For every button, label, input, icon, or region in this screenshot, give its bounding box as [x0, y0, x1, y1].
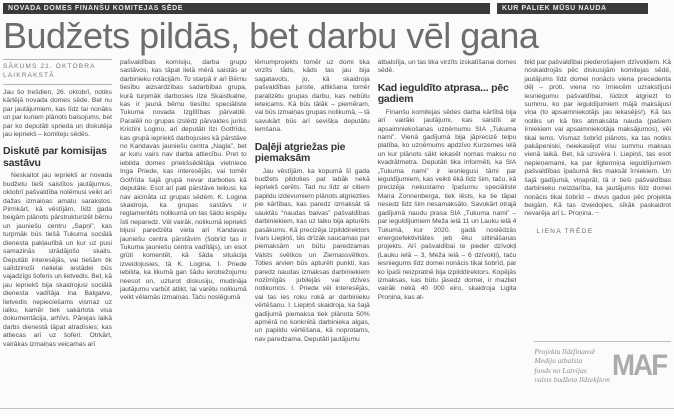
page-bottom-rule: [0, 408, 674, 409]
paragraph: Finanšu komitejas sēdes darba kārtībā bija arī vairāki jautājumi, kas saistīti ar apsaimniekošanas uzņēmumu SIA „Tukuma nami”. Vienā gadījumā bija jāprecizē telpu platība, ko uzņēmums apdzīvo Kurzemes ielā un kur plānots sākt iekasēt nomas maksu no kvadrātmetra. Deputāti tika informēti, ka SIA „Tukuma nami” ir iesniegusi tāmi par ieguldījumiem, kas veikti ēkā līdz šim, taču, kā precizēja nekustamo īpašumu speciāliste Maira Zonnenberga, tiek lēsts, ka tie tāpat nesedz līdz šim nesamaksāto. Savukārt otrajā gadījumā naudu prasa SIA „Tukuma nami” – par ieguldījumiem Meža ielā 11 un Lauku ielā 4 Tukumā, kur 2020. gadā noslēdzās energoefektivitātes jeb ēku siltināšanas projekts. Arī pašvaldībai te pieder dzīvokļi (Lauku ielā – 3, Meža ielā – 6 dzīvokļi), taču iesniegums līdz domei nonācis tikai šobrīd, par ko īpaši neizpratnē bija izpilddirektors. Kopējās izmaksas, kas būtu jāsedz domei, ir mazliet vairāk nekā 40 000 eiro, skaidroja Ligita Proņina, kas at-: [377, 108, 517, 301]
byline: LIENA TRĒDE: [536, 227, 594, 235]
banner-gap: [490, 3, 497, 14]
article-column-3: [255, 59, 370, 389]
series-note: [3, 59, 112, 85]
funding-credit-text: [534, 347, 610, 385]
headline: Budžets pildās, bet darbu vēl gana: [3, 15, 539, 56]
paragraph: [524, 59, 671, 219]
paragraph-text: bild par pašvaldībai piederošajiem dzīvokļiem. Kā noskaidrojās pēc diskusijām komitejas sēdē, jautājums līdz domei nonācis viena precedenta dēļ – proti, viena no īrniecēm uzrakstījusi iesniegumu pašvaldībai, lūdzot atgriezt to summu, ko par ieguldījumiem mājā maksājusi viņa (to apsaimniekotājs jau iekasējis!). Kā tas notiks un kā tiks atmaksāta nauda (pašiem īrniekiem vai apsaimniekotāja maksājumos), vēl tikai lems. Vismaz šobrīd plānots, ka tas notiks pakāpeniski, neiekasējot visu summu maksas vienā laikā. Bet, kā uzsvēra I. Liepiņš, tas esot nepieņemami, ka par ilgtermiņa ieguldījumiem pašvaldības īpašumā liks maksāt īrniekiem. Un šajā gadījumā, viņaprāt, tā ir tieši pašvaldības darbinieku neizdarība, ka jautājums līdz domei nonācis tikai šobrīd – divus gadus pēc projekta beigām. Kā tas izveidojies, sīkāk paskaidrot nevarēja arī L. Proņina.: [524, 59, 671, 218]
end-of-article-mark: ~: [594, 210, 600, 218]
subhead-piemaksas: Daļēji atgriežas pie piemaksām: [254, 140, 346, 165]
paragraph: Jau vēstījām, ka kopumā šī gada budžets pildoties pat labāk nekā iepriekš cerēts. Tad nu līdz ar citiem papildu izdevumiem plānots atgriezties pie kārtības, kas paredz izmaksāt tā sauktās “naudas balvas” pašvaldības darbiniekiem, kas uz laiku bija apturēts pasākums. Kā precizēja izpilddirektors Ivars Liepiņš, tās drīzāk saucamas par piemaksām un būtu paredzamas Valsts svētkos un Ziemassvētkos. Toties arvien būs apturēti punkti, kas paredz naudas izmaksas darbiniekiem nozīmīgās jubilejās vai dzīves notikumos. I. Priede vēl interesējās, vai tas ies roku rokā ar darbinieku vērtēšanu. I. Liepiņš skaidroja, ka šajā gadījumā piemaksa tiek plānota 50% apmērā no konkrētā darbinieka algas, un papildu vērtēšana, kā noprotams, nav paredzama. Deputāti jautājumu: [254, 167, 370, 343]
series-note-line2: LAIKRAKSTĀ: [3, 71, 55, 79]
subhead-ieguldito-atprasa: Kad ieguldīto atprasa... pēc gadiem: [377, 81, 509, 106]
paragraph: atbalstīja, un tas tika virzīts izskatīšanai domes sēdē.: [377, 59, 517, 75]
paragraph: pašvaldības komisiju, darba grupu sastāvos, kas tāpat lielā mērā saistās ar darbinieku rotācijām. To starpā ir arī Bērnu tiesību aizsardzības sadarbības grupa, kurā turpmāk darbosies Ilze Skaistkalne, kas ir jaunā bērnu tiesību speciāliste Tukuma novada Izglītības pārvaldē. Paralēli no grupas izslēdz pārvaldes juristi Kristīni Loginu, arī deputāti Ilzi Gotfrīdu, kas grupā iepriekš darbojusies kā pārstāve no Kandavas jauniešu centra „Nagla”, bet ar kuru vairs nav darba attiecību. Pret to iebilda domes priekšsēdētāja vietniece Inga Priede, kas interesējās, vai tomēr Gotfrīda šajā grupā nevar darboties kā deputāte. Esot arī pati pārstāve teikusi, ka nav aicināta uz grupas sēdēm. K. Logina skaidroja, ka grupas sastāvs ir reglamentēts nolikumā un tas šādu iespēju īsti neparedz. Vēl vairāk, nolikumā iepriekš bijusi paredzēta vieta arī Kandavas jauniešu centra pārstāvim (šobrīd tas ir Tukuma jauniešu centra vadītājs), un esot grūti komentēt, kā šāda situācija izveidojusies, tā K. Logina. I. Priede iebilda, ka likumā gan šādu ierobežojumu neesot un, uzturot diskusiju, mudināja jautājumu varbūt atlikt, lai varētu nolikumā veikt vēlamās izmaiņas. Taču noslēgumā: [119, 59, 247, 302]
article-body: [3, 59, 671, 389]
funding-credit: [534, 341, 671, 389]
maf-logo: MAF: [611, 348, 667, 382]
paragraph: Jau šo trešdien, 26. oktobrī, notiks kārtējā novada domes sēde. Bet nu par jautājumiem, kas līdz tai nonāks un par kuriem plānots balsojums, bet par ko deputāti sprieda un diskutēja jau iepriekš – komiteju sēdēs.: [3, 89, 112, 139]
article-column-2: [120, 59, 247, 389]
funding-line: valsts budžeta līdzekļiem: [534, 375, 610, 385]
article-column-5: [524, 59, 671, 389]
paragraph: lēmumprojekts tomēr uz domi tika virzīts tāds, kāds tas jau bija sagatavots, jo, kā skaidroja pašvaldības juriste, atlikšana tomēr paralizētu grupas darbu, kas nebūtu ieteicams. Kā būs tālāk – piemēram, vai būs izmaiņas grupas nolikumā, – tā savukārt būs arī sevišķa deputātu lemšana.: [254, 59, 370, 134]
series-note-line1: SĀKUMS 21. OKTOBRA: [3, 63, 96, 70]
article-column-4: [378, 59, 517, 389]
funding-line: Mediju atbalsta: [534, 356, 583, 366]
funding-line: Projektu līdzfinansē: [534, 346, 596, 356]
section-banner-left: NOVADA DOMES FINANŠU KOMITEJAS SĒDE: [3, 3, 490, 14]
paragraph: Neskaitot jau iepriekš ar novada budžetu tieši saistītos jautājumus, oktobrī pašvaldība nolēmusi veikt arī dažas izmaiņas amatu sarakstos. Pirmkārt, kā vēstījām, līdz gada beigām plānots pārstrukturizēt bērnu un jauniešu centru „Sapņi”, kas turpmāk būs tiešā Tukuma sociālā dienesta pakļautībā un kur uz pusi samazinās strādājošo skaits. Deputāti interesējās, vai tiešām tik salīdzinoši nelielai iestādei būs vajadzīgs šoferis un lietvedis. Bet, kā jau iepriekš bija skaidrojusi sociālā dienesta vadītāja Ina Balgalve, lietvedis nepieciešams vismaz uz laiku, kamēr tiek sakārtota visa dokumentācija, arhīvs. Pārejas laikā darbs dienestā tāpat atradīsies; kas attiecas arī uz šoferi. Otrkārt, vairākas izmaiņas veicamas arī: [3, 172, 112, 348]
funding-line: fonds no Latvijas: [534, 365, 587, 375]
section-banner-right: KUR PALIEK MŪSU NAUDA: [497, 3, 648, 14]
subhead-komisijas-sastavs: Diskutē par komisijas sastāvu: [3, 145, 107, 169]
article-column-1: [3, 59, 112, 389]
page-header: [3, 3, 671, 14]
